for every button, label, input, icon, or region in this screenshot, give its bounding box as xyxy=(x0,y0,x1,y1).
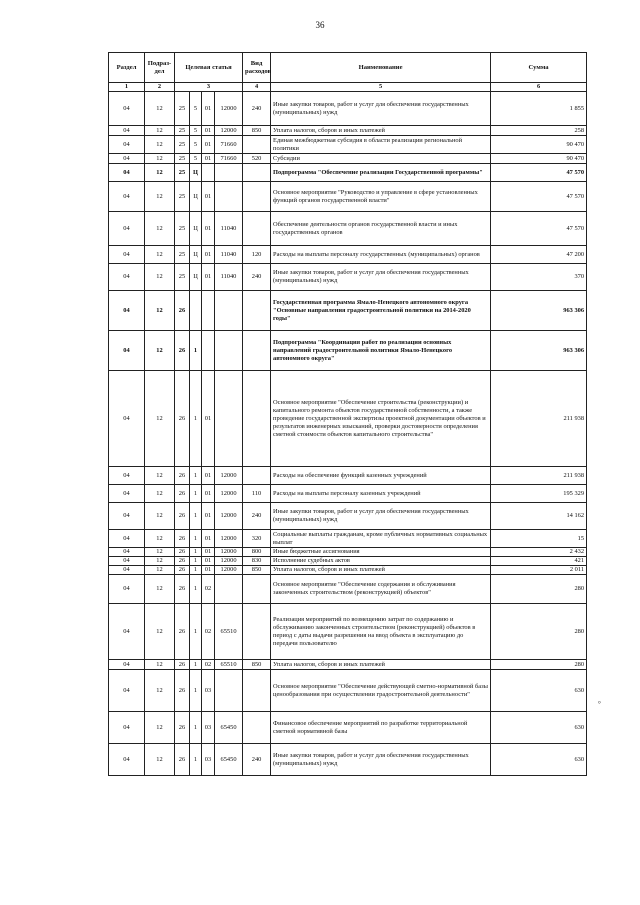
cell-direction xyxy=(215,575,243,604)
cell-name: Подпрограмма "Координация работ по реализации основных направлений градостроительной политики Ямало-Ненецкого автономного округа" xyxy=(271,331,491,371)
cell-name: Иные бюджетные ассигнования xyxy=(271,548,491,557)
table-row xyxy=(109,604,587,660)
cell-sum: 47 570 xyxy=(491,182,587,212)
cell-direction: 11040 xyxy=(215,246,243,264)
cell-vid xyxy=(243,712,271,744)
cell-sum: 2 011 xyxy=(491,566,587,575)
cell-event: 01 xyxy=(202,530,215,548)
cell-razdel: 04 xyxy=(109,530,145,548)
cell-sum: 1 855 xyxy=(491,92,587,126)
table-row xyxy=(109,670,587,712)
cell-sum: 15 xyxy=(491,530,587,548)
cell-subprogram: 1 xyxy=(190,530,202,548)
cell-program: 26 xyxy=(175,291,190,331)
cell-subprogram: 5 xyxy=(190,136,202,154)
cell-sum: 211 938 xyxy=(491,371,587,467)
cell-name: Расходы на выплаты персоналу государственных (муниципальных) органов xyxy=(271,246,491,264)
cell-podrazdel: 12 xyxy=(145,164,175,182)
cell-vid: 240 xyxy=(243,92,271,126)
cell-event xyxy=(202,331,215,371)
cell-podrazdel: 12 xyxy=(145,744,175,776)
cell-program: 26 xyxy=(175,485,190,503)
header-summa: Сумма xyxy=(491,53,587,83)
cell-program: 26 xyxy=(175,575,190,604)
table-row xyxy=(109,744,587,776)
cell-subprogram: 1 xyxy=(190,744,202,776)
header-podrazdel: Подраз-дел xyxy=(145,53,175,83)
cell-vid: 850 xyxy=(243,126,271,136)
cell-razdel: 04 xyxy=(109,566,145,575)
cell-event: 01 xyxy=(202,566,215,575)
cell-sum: 14 162 xyxy=(491,503,587,530)
cell-program: 26 xyxy=(175,371,190,467)
cell-program: 26 xyxy=(175,660,190,670)
cell-direction: 12000 xyxy=(215,530,243,548)
cell-podrazdel: 12 xyxy=(145,291,175,331)
cell-program: 26 xyxy=(175,530,190,548)
cell-razdel: 04 xyxy=(109,604,145,660)
cell-vid xyxy=(243,604,271,660)
cell-name: Основное мероприятие "Руководство и управление в сфере установленных функций органов государственной власти" xyxy=(271,182,491,212)
cell-sum: 421 xyxy=(491,557,587,566)
cell-direction xyxy=(215,164,243,182)
cell-direction xyxy=(215,670,243,712)
cell-name: Иные закупки товаров, работ и услуг для обеспечения государственных (муниципальных) нужд xyxy=(271,92,491,126)
cell-podrazdel: 12 xyxy=(145,182,175,212)
cell-direction: 11040 xyxy=(215,212,243,246)
cell-subprogram: 1 xyxy=(190,503,202,530)
cell-subprogram xyxy=(190,291,202,331)
cell-podrazdel: 12 xyxy=(145,212,175,246)
colnum: 4 xyxy=(243,83,271,92)
cell-program: 26 xyxy=(175,557,190,566)
cell-direction xyxy=(215,182,243,212)
cell-podrazdel: 12 xyxy=(145,126,175,136)
cell-vid xyxy=(243,331,271,371)
cell-direction: 12000 xyxy=(215,92,243,126)
cell-razdel: 04 xyxy=(109,670,145,712)
table-row xyxy=(109,246,587,264)
cell-subprogram: 5 xyxy=(190,126,202,136)
cell-event: 01 xyxy=(202,557,215,566)
cell-sum: 90 470 xyxy=(491,154,587,164)
cell-event: 01 xyxy=(202,154,215,164)
cell-podrazdel: 12 xyxy=(145,331,175,371)
cell-vid xyxy=(243,136,271,154)
cell-event: 02 xyxy=(202,575,215,604)
cell-direction: 12000 xyxy=(215,557,243,566)
colnum: 2 xyxy=(145,83,175,92)
table-row xyxy=(109,136,587,154)
cell-name: Основное мероприятие "Обеспечение строительства (реконструкции) и капитального ремонта объектов государственной собственности, а также проведение государственной экспертизы проектной документации объектов и результатов инженерных изысканий, проверки достоверности определения сметной стоимости объектов капитального строительства" xyxy=(271,371,491,467)
cell-program: 25 xyxy=(175,264,190,291)
cell-program: 25 xyxy=(175,212,190,246)
table-row xyxy=(109,154,587,164)
header-vid: Вид расходов xyxy=(243,53,271,83)
cell-vid: 110 xyxy=(243,485,271,503)
cell-program: 25 xyxy=(175,246,190,264)
cell-direction xyxy=(215,371,243,467)
cell-vid xyxy=(243,212,271,246)
cell-razdel: 04 xyxy=(109,371,145,467)
table-row xyxy=(109,92,587,126)
cell-event: 01 xyxy=(202,246,215,264)
cell-vid: 850 xyxy=(243,660,271,670)
page-number: 36 xyxy=(315,20,325,30)
header-naim: Наименование xyxy=(271,53,491,83)
cell-direction: 11040 xyxy=(215,264,243,291)
cell-subprogram: 1 xyxy=(190,604,202,660)
cell-name: Расходы на выплаты персоналу казенных учреждений xyxy=(271,485,491,503)
cell-vid: 800 xyxy=(243,548,271,557)
cell-event: 01 xyxy=(202,136,215,154)
cell-direction: 71660 xyxy=(215,136,243,154)
cell-razdel: 04 xyxy=(109,164,145,182)
cell-direction xyxy=(215,331,243,371)
cell-razdel: 04 xyxy=(109,126,145,136)
cell-subprogram: Ц xyxy=(190,246,202,264)
cell-subprogram: Ц xyxy=(190,212,202,246)
colnum: 3 xyxy=(175,83,243,92)
cell-program: 26 xyxy=(175,566,190,575)
cell-sum: 630 xyxy=(491,712,587,744)
cell-podrazdel: 12 xyxy=(145,467,175,485)
cell-vid: 320 xyxy=(243,530,271,548)
cell-subprogram: 1 xyxy=(190,485,202,503)
cell-sum: 211 938 xyxy=(491,467,587,485)
cell-subprogram: 1 xyxy=(190,712,202,744)
cell-razdel: 04 xyxy=(109,712,145,744)
cell-program: 25 xyxy=(175,92,190,126)
cell-program: 26 xyxy=(175,744,190,776)
cell-razdel: 04 xyxy=(109,548,145,557)
cell-event: 01 xyxy=(202,126,215,136)
cell-name: Подпрограмма "Обеспечение реализации Государственной программы" xyxy=(271,164,491,182)
header-razdel: Раздел xyxy=(109,53,145,83)
cell-event: 01 xyxy=(202,503,215,530)
table-row xyxy=(109,164,587,182)
cell-vid: 520 xyxy=(243,154,271,164)
table-row xyxy=(109,467,587,485)
cell-subprogram: 5 xyxy=(190,154,202,164)
cell-razdel: 04 xyxy=(109,291,145,331)
cell-sum: 2 432 xyxy=(491,548,587,557)
cell-event: 03 xyxy=(202,744,215,776)
colnum: 6 xyxy=(491,83,587,92)
table-row xyxy=(109,660,587,670)
table-row xyxy=(109,371,587,467)
cell-name: Уплата налогов, сборов и иных платежей xyxy=(271,126,491,136)
cell-name: Основное мероприятие "Обеспечение действующей сметно-нормативной базы ценообразования при осуществлении градостроительной деятельности" xyxy=(271,670,491,712)
cell-podrazdel: 12 xyxy=(145,548,175,557)
table-row xyxy=(109,264,587,291)
cell-subprogram: Ц xyxy=(190,182,202,212)
cell-sum: 280 xyxy=(491,660,587,670)
cell-event: 02 xyxy=(202,660,215,670)
colnum: 1 xyxy=(109,83,145,92)
cell-vid xyxy=(243,164,271,182)
cell-subprogram: 1 xyxy=(190,557,202,566)
cell-name: Субсидии xyxy=(271,154,491,164)
cell-event: 03 xyxy=(202,712,215,744)
cell-name: Финансовое обеспечение мероприятий по разработке территориальной сметной нормативной базы xyxy=(271,712,491,744)
cell-sum: 280 xyxy=(491,604,587,660)
cell-subprogram: Ц xyxy=(190,264,202,291)
cell-program: 26 xyxy=(175,331,190,371)
table-row xyxy=(109,712,587,744)
cell-program: 26 xyxy=(175,503,190,530)
cell-name: Иные закупки товаров, работ и услуг для обеспечения государственных (муниципальных) нужд xyxy=(271,503,491,530)
cell-direction xyxy=(215,291,243,331)
cell-direction: 71660 xyxy=(215,154,243,164)
cell-program: 25 xyxy=(175,136,190,154)
cell-podrazdel: 12 xyxy=(145,575,175,604)
cell-sum: 630 xyxy=(491,670,587,712)
cell-sum: 47 570 xyxy=(491,164,587,182)
cell-vid: 850 xyxy=(243,566,271,575)
cell-razdel: 04 xyxy=(109,136,145,154)
cell-name: Исполнение судебных актов xyxy=(271,557,491,566)
cell-vid: 240 xyxy=(243,503,271,530)
cell-name: Уплата налогов, сборов и иных платежей xyxy=(271,660,491,670)
cell-razdel: 04 xyxy=(109,557,145,566)
cell-subprogram: 1 xyxy=(190,566,202,575)
cell-sum: 630 xyxy=(491,744,587,776)
cell-subprogram: 1 xyxy=(190,548,202,557)
cell-razdel: 04 xyxy=(109,264,145,291)
cell-direction: 12000 xyxy=(215,566,243,575)
cell-direction: 12000 xyxy=(215,503,243,530)
cell-razdel: 04 xyxy=(109,331,145,371)
cell-program: 26 xyxy=(175,548,190,557)
cell-direction: 65510 xyxy=(215,604,243,660)
table-row xyxy=(109,182,587,212)
cell-sum: 47 200 xyxy=(491,246,587,264)
table-row xyxy=(109,126,587,136)
cell-vid xyxy=(243,371,271,467)
cell-podrazdel: 12 xyxy=(145,371,175,467)
cell-podrazdel: 12 xyxy=(145,557,175,566)
cell-direction: 12000 xyxy=(215,126,243,136)
cell-sum: 963 306 xyxy=(491,331,587,371)
cell-direction: 12000 xyxy=(215,485,243,503)
cell-podrazdel: 12 xyxy=(145,712,175,744)
table-row xyxy=(109,557,587,566)
cell-subprogram: 1 xyxy=(190,467,202,485)
cell-podrazdel: 12 xyxy=(145,530,175,548)
cell-program: 26 xyxy=(175,467,190,485)
cell-vid xyxy=(243,291,271,331)
table-row xyxy=(109,485,587,503)
table-row xyxy=(109,291,587,331)
cell-direction: 12000 xyxy=(215,467,243,485)
cell-razdel: 04 xyxy=(109,92,145,126)
cell-direction: 65450 xyxy=(215,712,243,744)
cell-podrazdel: 12 xyxy=(145,154,175,164)
cell-program: 26 xyxy=(175,604,190,660)
cell-vid: 240 xyxy=(243,264,271,291)
cell-razdel: 04 xyxy=(109,744,145,776)
cell-sum: 280 xyxy=(491,575,587,604)
cell-name: Уплата налогов, сборов и иных платежей xyxy=(271,566,491,575)
side-mark: ° xyxy=(598,700,601,708)
cell-program: 25 xyxy=(175,154,190,164)
cell-name: Обеспечение деятельности органов государственной власти и иных государственных органов xyxy=(271,212,491,246)
cell-name: Реализация мероприятий по возмещению затрат по содержанию и обслуживанию законченных строительством (реконструкцией) объектов в период с даты выдачи разрешения на ввод объекта в эксплуатацию до передачи пользователю xyxy=(271,604,491,660)
cell-event: 02 xyxy=(202,604,215,660)
cell-podrazdel: 12 xyxy=(145,670,175,712)
cell-razdel: 04 xyxy=(109,212,145,246)
cell-podrazdel: 12 xyxy=(145,566,175,575)
cell-podrazdel: 12 xyxy=(145,604,175,660)
cell-program: 25 xyxy=(175,126,190,136)
cell-subprogram: Ц xyxy=(190,164,202,182)
cell-direction: 65510 xyxy=(215,660,243,670)
cell-podrazdel: 12 xyxy=(145,485,175,503)
header-celevaya: Целевая статья xyxy=(175,53,243,83)
cell-podrazdel: 12 xyxy=(145,503,175,530)
cell-name: Единая межбюджетная субсидия в области реализации региональной политики xyxy=(271,136,491,154)
cell-direction: 12000 xyxy=(215,548,243,557)
table-row xyxy=(109,548,587,557)
budget-table xyxy=(108,52,587,776)
cell-subprogram: 1 xyxy=(190,660,202,670)
cell-name: Иные закупки товаров, работ и услуг для обеспечения государственных (муниципальных) нужд xyxy=(271,744,491,776)
cell-sum: 47 570 xyxy=(491,212,587,246)
cell-name: Основное мероприятие "Обеспечение содержания и обслуживания законченных строительством (реконструкцией) объектов" xyxy=(271,575,491,604)
cell-vid: 240 xyxy=(243,744,271,776)
cell-subprogram: 1 xyxy=(190,575,202,604)
table-row xyxy=(109,503,587,530)
cell-event: 01 xyxy=(202,212,215,246)
cell-program: 25 xyxy=(175,164,190,182)
cell-name: Иные закупки товаров, работ и услуг для обеспечения государственных (муниципальных) нужд xyxy=(271,264,491,291)
cell-razdel: 04 xyxy=(109,246,145,264)
cell-vid xyxy=(243,575,271,604)
cell-podrazdel: 12 xyxy=(145,92,175,126)
cell-event xyxy=(202,291,215,331)
table-row xyxy=(109,566,587,575)
cell-razdel: 04 xyxy=(109,485,145,503)
cell-program: 26 xyxy=(175,712,190,744)
colnum: 5 xyxy=(271,83,491,92)
cell-program: 26 xyxy=(175,670,190,712)
cell-subprogram: 5 xyxy=(190,92,202,126)
cell-razdel: 04 xyxy=(109,154,145,164)
cell-podrazdel: 12 xyxy=(145,136,175,154)
cell-sum: 195 329 xyxy=(491,485,587,503)
cell-event: 01 xyxy=(202,182,215,212)
cell-vid xyxy=(243,467,271,485)
table-row xyxy=(109,212,587,246)
cell-podrazdel: 12 xyxy=(145,264,175,291)
cell-subprogram: 1 xyxy=(190,670,202,712)
cell-program: 25 xyxy=(175,182,190,212)
cell-razdel: 04 xyxy=(109,182,145,212)
cell-sum: 258 xyxy=(491,126,587,136)
cell-event: 01 xyxy=(202,371,215,467)
cell-event: 01 xyxy=(202,264,215,291)
cell-vid xyxy=(243,670,271,712)
table-row xyxy=(109,530,587,548)
cell-vid: 830 xyxy=(243,557,271,566)
cell-event: 01 xyxy=(202,92,215,126)
cell-event: 01 xyxy=(202,548,215,557)
cell-podrazdel: 12 xyxy=(145,246,175,264)
cell-name: Расходы на обеспечение функций казенных учреждений xyxy=(271,467,491,485)
cell-subprogram: 1 xyxy=(190,371,202,467)
cell-subprogram: 1 xyxy=(190,331,202,371)
cell-podrazdel: 12 xyxy=(145,660,175,670)
cell-vid xyxy=(243,182,271,212)
cell-razdel: 04 xyxy=(109,575,145,604)
cell-direction: 65450 xyxy=(215,744,243,776)
cell-name: Социальные выплаты гражданам, кроме публичных нормативных социальных выплат xyxy=(271,530,491,548)
cell-razdel: 04 xyxy=(109,503,145,530)
table-row xyxy=(109,575,587,604)
cell-event: 01 xyxy=(202,467,215,485)
cell-vid: 120 xyxy=(243,246,271,264)
cell-sum: 963 306 xyxy=(491,291,587,331)
cell-event: 01 xyxy=(202,485,215,503)
cell-razdel: 04 xyxy=(109,467,145,485)
table-row xyxy=(109,331,587,371)
cell-sum: 370 xyxy=(491,264,587,291)
cell-name: Государственная программа Ямало-Ненецкого автономного округа "Основные направления градостроительной политики на 2014-2020 годы" xyxy=(271,291,491,331)
cell-sum: 90 470 xyxy=(491,136,587,154)
cell-event xyxy=(202,164,215,182)
cell-event: 03 xyxy=(202,670,215,712)
cell-razdel: 04 xyxy=(109,660,145,670)
table-body xyxy=(109,92,587,776)
